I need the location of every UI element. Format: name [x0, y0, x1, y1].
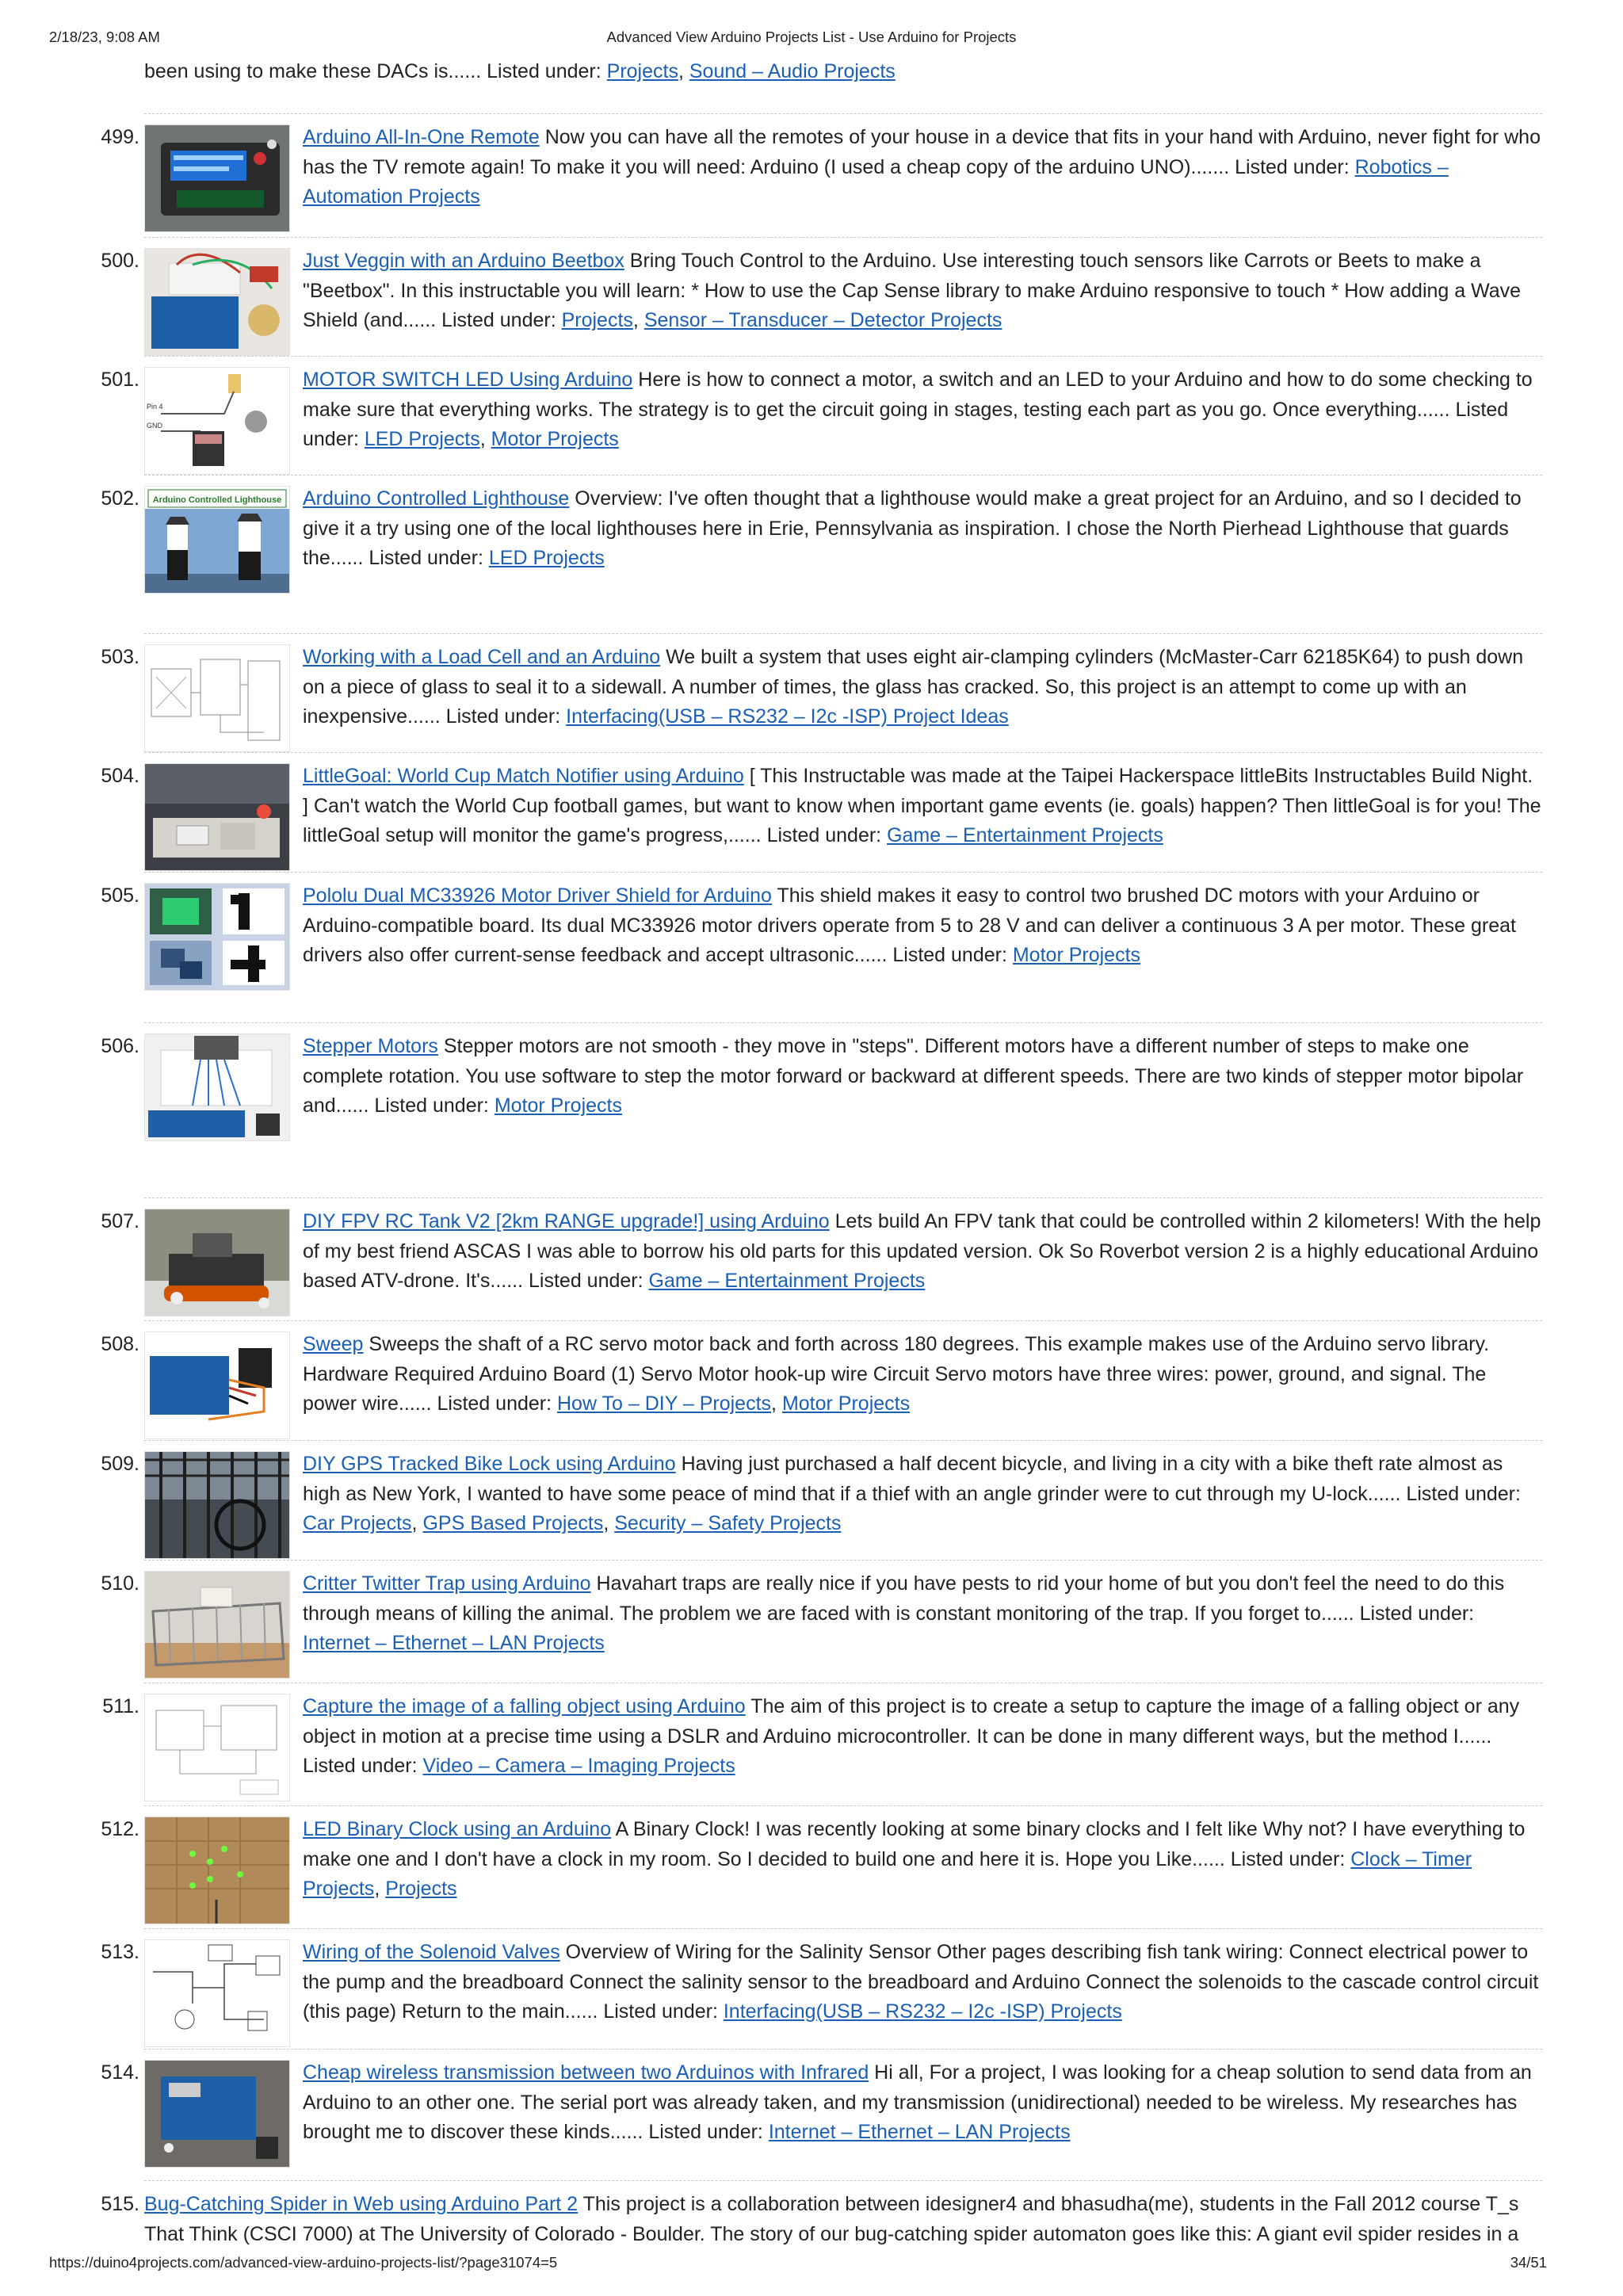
- project-number: 503.: [101, 646, 139, 668]
- project-thumbnail[interactable]: [144, 367, 290, 475]
- category-link[interactable]: Motor Projects: [1012, 944, 1141, 966]
- project-thumbnail[interactable]: [144, 1209, 290, 1316]
- project-thumbnail[interactable]: [144, 2060, 290, 2168]
- project-excerpt: This project is a collaboration between idesigner4 and bhasudha(me), students in the Fall 2012 course T_s That Think (CSCI 7000) at The University of Colorado - Boulder. The story of our bug-catching spider automaton goes like this: A giant evil spider resides in a: [144, 2193, 1519, 2245]
- project-thumbnail[interactable]: [144, 644, 290, 752]
- thumbnail-image: [145, 249, 289, 355]
- row-divider: [144, 1560, 1542, 1561]
- listed-under-label: Listed under:: [363, 547, 489, 569]
- project-number: 506.: [101, 1035, 139, 1057]
- row-divider: [144, 1440, 1542, 1441]
- listed-under-label: Listed under:: [1229, 155, 1355, 178]
- category-link[interactable]: Motor Projects: [491, 428, 619, 450]
- category-link[interactable]: Security – Safety Projects: [614, 1512, 842, 1534]
- project-thumbnail[interactable]: [144, 1451, 290, 1559]
- lead-text: been using to make these DACs is...... Listed under:: [144, 60, 607, 82]
- row-divider: [144, 2180, 1542, 2181]
- category-link[interactable]: Interfacing(USB – RS232 – I2c -ISP) Project Ideas: [566, 705, 1009, 728]
- row-divider: [144, 2049, 1542, 2050]
- project-description-block: [303, 762, 1542, 851]
- category-link[interactable]: LED Projects: [488, 547, 605, 569]
- row-divider: [144, 872, 1542, 873]
- row-divider: [144, 1928, 1542, 1929]
- lead-link-sound-audio[interactable]: Sound – Audio Projects: [689, 60, 896, 82]
- project-excerpt: Overview: I've often thought that a lighthouse would make a great project for an Arduino, and so I decided to give it a try using one of the local lighthouses here in Erie, Pennsylvania as inspiration. I chose the North Pierhead Lighthouse that guards the......: [303, 487, 1522, 569]
- thumbnail-image: [145, 1332, 289, 1438]
- thumbnail-image: [145, 1034, 289, 1140]
- row-divider: [144, 1805, 1542, 1806]
- thumbnail-image: [145, 368, 289, 474]
- project-description-block: [303, 484, 1542, 574]
- row-divider: [144, 633, 1542, 634]
- project-thumbnail[interactable]: [144, 1571, 290, 1679]
- thumbnail-image: [145, 1572, 289, 1678]
- project-title-link[interactable]: Arduino Controlled Lighthouse: [303, 487, 570, 510]
- thumbnail-image: [145, 487, 289, 593]
- project-thumbnail[interactable]: [144, 1033, 290, 1141]
- thumbnail-image: [145, 1694, 289, 1801]
- project-thumbnail[interactable]: [144, 124, 290, 232]
- thumbnail-image: [145, 645, 289, 751]
- project-description-block: [303, 1569, 1542, 1659]
- project-number: 509.: [101, 1453, 139, 1475]
- project-number: 501.: [101, 369, 139, 391]
- print-header: [0, 29, 1623, 52]
- listed-under-label: Listed under:: [369, 1095, 495, 1117]
- listed-under-label: Listed under:: [887, 944, 1013, 966]
- project-number: 505.: [101, 884, 139, 907]
- project-title-link[interactable]: Arduino All-In-One Remote: [303, 126, 540, 148]
- project-excerpt: Now you can have all the remotes of your house in a device that fits in your hand with Arduino, never fight for who has the TV remote again! To make it you will need: Arduino (I used a cheap copy of the arduino UNO).......: [303, 126, 1541, 178]
- thumbnail-image: [145, 125, 289, 231]
- print-page-title: Advanced View Arduino Projects List - Use Arduino for Projects: [606, 29, 1017, 45]
- project-description-block: [303, 643, 1542, 732]
- category-link[interactable]: Projects: [385, 1878, 457, 1900]
- listed-under-label: Listed under:: [303, 1755, 423, 1777]
- project-title-link[interactable]: Pololu Dual MC33926 Motor Driver Shield for Arduino: [303, 884, 772, 907]
- project-number: 510.: [101, 1572, 139, 1595]
- project-number: 502.: [101, 487, 139, 510]
- project-description-block: [303, 123, 1542, 212]
- project-number: 511.: [102, 1695, 139, 1717]
- project-title-link[interactable]: Critter Twitter Trap using Arduino: [303, 1572, 591, 1595]
- category-link[interactable]: Sensor – Transducer – Detector Projects: [643, 309, 1002, 331]
- project-number: 513.: [101, 1941, 139, 1963]
- listed-under-label: Listed under:: [643, 2121, 769, 2143]
- project-description-block: MOTOR SWITCH LED Using Arduino Here is how to connect a motor, a switch and an LED to your Arduino and how to do some checking to make sure that everything works. The strategy is to get the circuit going in stages, testing each part as you go. Once everything...... Listed under: LED Projects, Motor Projects: [303, 369, 1533, 450]
- project-title-link[interactable]: DIY FPV RC Tank V2 [2km RANGE upgrade!] using Arduino: [303, 1210, 830, 1232]
- project-excerpt: A Binary Clock! I was recently looking at some binary clocks and I felt like Why not? I have everything to make one and I don't have a clock in my room. So I decided to build one and here it is. Hope you Like......: [303, 1818, 1526, 1870]
- row-divider: [144, 1320, 1542, 1321]
- category-link[interactable]: Interfacing(USB – RS232 – I2c -ISP) Projects: [723, 2000, 1122, 2023]
- listed-under-label: Listed under:: [598, 2000, 724, 2023]
- listed-under-label: Listed under:: [436, 309, 562, 331]
- project-description-block: [144, 2190, 1542, 2249]
- listed-under-label: Listed under:: [1400, 1482, 1521, 1505]
- project-excerpt: Having just purchased a half decent bicycle, and living in a city with a bike theft rate almost as high as New York, I wanted to have some peace of mind that if a thief with an angle grinder were to cut through my U-lock......: [303, 1453, 1503, 1505]
- listed-under-label: Listed under:: [303, 398, 1509, 450]
- category-link[interactable]: Game – Entertainment Projects: [887, 824, 1163, 846]
- project-description-block: LED Binary Clock using an Arduino A Binary Clock! I was recently looking at some binary clocks and I felt like Why not? I have everything to make one and I don't have a clock in my room. So I decided to build one and here it is. Hope you Like...... Listed under: Clock – Timer Projects, Projects: [303, 1818, 1526, 1900]
- project-title-link[interactable]: Wiring of the Solenoid Valves: [303, 1941, 560, 1963]
- row-divider: [144, 475, 1542, 476]
- thumbnail-image: [145, 884, 289, 990]
- project-excerpt: Sweeps the shaft of a RC servo motor back and forth across 180 degrees. This example makes use of the Arduino servo library. Hardware Required Arduino Board (1) Servo Motor hook-up wire Circuit Servo motors have three wires: power, ground, and signal. The power wire......: [303, 1333, 1490, 1415]
- project-number: 504.: [101, 765, 139, 787]
- listed-under-label: Listed under:: [1224, 1847, 1351, 1870]
- project-excerpt: Bring Touch Control to the Arduino. Use interesting touch sensors like Carrots or Beets to make a "Beetbox". In this instructable you will learn: * How to use the Cap Sense library to make Arduino responsive to touch * How adding a Wave Shield (and......: [303, 250, 1522, 331]
- project-excerpt: The aim of this project is to create a setup to capture the image of a falling object or any object in motion at a precise time using a DSLR and Arduino microcontroller. It can be done in many different ways, but the method I......: [303, 1695, 1520, 1748]
- project-title-link[interactable]: Cheap wireless transmission between two Arduinos with Infrared: [303, 2061, 869, 2084]
- project-number: 512.: [101, 1818, 139, 1840]
- project-title-link[interactable]: DIY GPS Tracked Bike Lock using Arduino: [303, 1453, 676, 1475]
- thumbnail-image: [145, 2061, 289, 2167]
- project-number: 515.: [101, 2193, 139, 2215]
- project-excerpt: Havahart traps are really nice if you have pests to rid your home of but you don't feel the need to do this through means of killing the animal. The problem we are faced with is constant monitoring of the trap. If you forget to......: [303, 1572, 1505, 1625]
- project-excerpt: [ This Instructable was made at the Taipei Hackerspace littleBits Instructables Build Night. ] Can't watch the World Cup football games, but want to know when important game events (ie. goals) happen? Then littleGoal is for you! The littleGoal setup will monitor the game's progress,......: [303, 765, 1541, 846]
- thumbnail-image: [145, 1452, 289, 1558]
- project-description-block: [303, 1032, 1542, 1121]
- project-description-block: [303, 1207, 1542, 1297]
- project-title-link[interactable]: MOTOR SWITCH LED Using Arduino: [303, 369, 633, 391]
- project-description-block: [303, 1692, 1542, 1782]
- project-number: 514.: [101, 2061, 139, 2084]
- project-number: 507.: [101, 1210, 139, 1232]
- listed-under-label: Listed under:: [431, 1392, 557, 1415]
- category-link[interactable]: Projects: [561, 309, 633, 331]
- page-indicator: 34/51: [1510, 2254, 1547, 2271]
- project-excerpt: Overview of Wiring for the Salinity Sensor Other pages describing fish tank wiring: Connect electrical power to the pump and the breadboard Connect the salinity sensor to the breadboard and Arduino Connect the solenoids to the cascade control circuit (this page) Return to the main......: [303, 1941, 1539, 2023]
- category-link[interactable]: Clock – Timer Projects: [303, 1847, 1472, 1900]
- project-thumbnail[interactable]: [144, 1939, 290, 2047]
- project-description-block: Sweep Sweeps the shaft of a RC servo motor back and forth across 180 degrees. This example makes use of the Arduino servo library. Hardware Required Arduino Board (1) Servo Motor hook-up wire Circuit Servo motors have three wires: power, ground, and signal. The power wire...... Listed under: How To – DIY – Projects, Motor Projects: [303, 1333, 1490, 1415]
- category-link[interactable]: Motor Projects: [494, 1095, 622, 1117]
- category-link[interactable]: Motor Projects: [781, 1392, 911, 1415]
- project-title-link[interactable]: Capture the image of a falling object using Arduino: [303, 1695, 746, 1717]
- project-title-link[interactable]: Working with a Load Cell and an Arduino: [303, 646, 661, 668]
- print-datetime: 2/18/23, 9:08 AM: [49, 29, 160, 45]
- svg-text:GND: GND: [147, 422, 162, 430]
- svg-text:Pin 4: Pin 4: [147, 403, 163, 411]
- project-excerpt: Hi all, For a project, I was looking for a cheap solution to send data from an Arduino to an other one. The serial port was already taken, and my transmission (unidirectional) needed to be wireless. My researches has brought me to discover these kinds......: [303, 2061, 1532, 2143]
- lead-fragment: been using to make these DACs is...... Listed under: Projects, Sound – Audio Projects: [144, 60, 896, 82]
- project-number: 508.: [101, 1333, 139, 1355]
- project-number: 500.: [101, 250, 139, 272]
- project-title-link[interactable]: Sweep: [303, 1333, 364, 1355]
- category-link[interactable]: How To – DIY – Projects: [557, 1392, 772, 1415]
- project-thumbnail[interactable]: [144, 1331, 290, 1439]
- category-link[interactable]: Car Projects: [303, 1512, 412, 1534]
- project-description-block: DIY GPS Tracked Bike Lock using Arduino Having just purchased a half decent bicycle, and living in a city with a bike theft rate almost as high as New York, I wanted to have some peace of mind that if a thief with an angle grinder were to cut through my U-lock...... Listed under: Car Projects, GPS Based Projects, Security – Safety Projects: [303, 1453, 1521, 1534]
- project-title-link[interactable]: Bug-Catching Spider in Web using Arduino Part 2: [144, 2193, 579, 2215]
- project-description-block: [303, 2058, 1542, 2148]
- listed-under-label: Listed under:: [523, 1270, 649, 1292]
- project-description-block: [303, 881, 1542, 971]
- project-number: 499.: [101, 126, 139, 148]
- lead-link-projects[interactable]: Projects: [606, 60, 678, 82]
- listed-under-label: Listed under:: [761, 824, 888, 846]
- category-link[interactable]: LED Projects: [364, 428, 480, 450]
- category-link[interactable]: GPS Based Projects: [422, 1512, 604, 1534]
- project-description-block: Just Veggin with an Arduino Beetbox Bring Touch Control to the Arduino. Use interesting touch sensors like Carrots or Beets to make a "Beetbox". In this instructable you will learn: * How to use the Cap Sense library to make Arduino responsive to touch * How adding a Wave Shield (and...... Listed under: Projects, Sensor – Transducer – Detector Projects: [303, 250, 1522, 331]
- listed-under-label: Listed under:: [1354, 1602, 1475, 1625]
- project-excerpt: Lets build An FPV tank that could be controlled within 2 kilometers! With the help of my best friend ASCAS I was able to borrow his old parts for this updated version. Ok So Roverbot version 2 is a highly educational Arduino based ATV-drone. It's......: [303, 1210, 1541, 1292]
- project-thumbnail[interactable]: [144, 248, 290, 356]
- listed-under-label: Listed under:: [440, 705, 567, 728]
- category-link[interactable]: Game – Entertainment Projects: [648, 1270, 926, 1292]
- project-thumbnail[interactable]: [144, 1694, 290, 1801]
- thumbnail-caption: Arduino Controlled Lighthouse: [152, 495, 282, 505]
- thumbnail-image: [145, 1209, 289, 1316]
- category-link[interactable]: Internet – Ethernet – LAN Projects: [768, 2121, 1071, 2143]
- row-divider: [144, 237, 1542, 238]
- project-excerpt: Stepper motors are not smooth - they move in "steps". Different motors have a different number of steps to make one complete rotation. You use software to step the motor forward or backward at different speeds. There are two kinds of stepper motor bipolar and......: [303, 1035, 1524, 1117]
- project-thumbnail[interactable]: [144, 1817, 290, 1924]
- thumbnail-image: [145, 764, 289, 870]
- category-link[interactable]: Video – Camera – Imaging Projects: [422, 1755, 735, 1777]
- project-title-link[interactable]: Just Veggin with an Arduino Beetbox: [303, 250, 624, 272]
- row-divider: [144, 752, 1542, 753]
- thumbnail-image: [145, 1940, 289, 2046]
- thumbnail-image: [145, 1817, 289, 1924]
- project-thumbnail[interactable]: [144, 486, 290, 594]
- category-link[interactable]: Robotics – Automation Projects: [303, 155, 1449, 208]
- row-divider: [144, 113, 1542, 114]
- project-title-link[interactable]: LittleGoal: World Cup Match Notifier using Arduino: [303, 765, 744, 787]
- project-description-block: [303, 1938, 1542, 2027]
- project-excerpt: Here is how to connect a motor, a switch and an LED to your Arduino and how to do some checking to make sure that everything works. The strategy is to get the circuit going in stages, testing each part as you go. Once everything......: [303, 369, 1533, 421]
- project-title-link[interactable]: LED Binary Clock using an Arduino: [303, 1818, 612, 1840]
- row-divider: [144, 356, 1542, 357]
- category-link[interactable]: Internet – Ethernet – LAN Projects: [303, 1632, 605, 1654]
- print-url: https://duino4projects.com/advanced-view-arduino-projects-list/?page31074=5: [49, 2254, 558, 2271]
- project-excerpt: This shield makes it easy to control two brushed DC motors with your Arduino or Arduino-compatible board. Its dual MC33926 motor drivers operate from 5 to 28 V and can deliver a continuous 3 A per motor. These great drivers also offer current-sense feedback and accept ultrasonic......: [303, 884, 1516, 966]
- project-thumbnail[interactable]: [144, 763, 290, 871]
- project-excerpt: We built a system that uses eight air-clamping cylinders (McMaster-Carr 62185K64) to push down on a piece of glass to seal it to a sidewall. A number of times, the glass has cracked. So, this project is an attempt to come up with an inexpensive......: [303, 646, 1524, 728]
- row-divider: [144, 1022, 1542, 1023]
- project-title-link[interactable]: Stepper Motors: [303, 1035, 438, 1057]
- project-thumbnail[interactable]: [144, 883, 290, 991]
